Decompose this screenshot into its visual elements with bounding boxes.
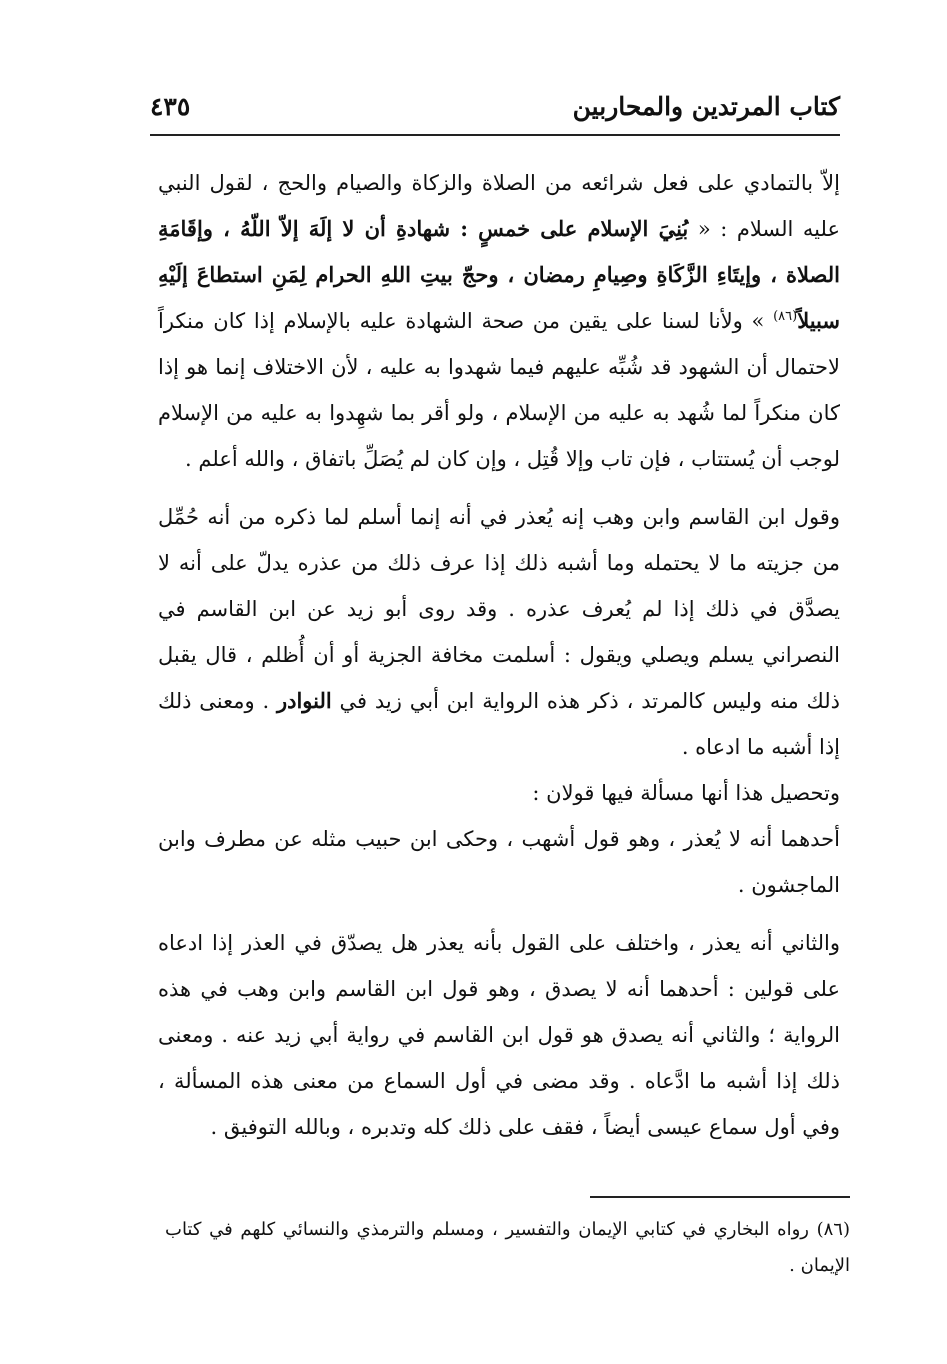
page-header (150, 88, 840, 128)
paragraph-5: والثاني أنه يعذر ، واختلف على القول بأنه يعذر هل يصدّق في العذر إذا ادعاه على قولين : أحدهما أنه لا يصدق ، وهو قول ابن القاسم وابن وهب في هذه الرواية ؛ والثاني أنه يصدق هو قول ابن القاسم في رواية أبي زيد عنه . ومعنى ذلك إذا أشبه ما ادَّعاه . وقد مضى في أول السماع من معنى هذه المسألة ، وفي أول سماع عيسى أيضاً ، فقف على ذلك كله وتدبره ، وبالله التوفيق . (158, 931, 840, 1139)
paragraph-gap (158, 482, 840, 494)
paragraph-2 (158, 494, 840, 770)
hadith-quote: بُنِيَ الإسلام على خمسٍ : شهادةِ أن لا إلَهَ إلاّ اللّهُ ، وإقَامَةِ الصلاة ، وإيتَاءِ الزَّكَاةِ وصِيامِ رمضان ، وحجّ بيتِ اللهِ الحرام لِمَنِ استطاعَ إلَيْهِ سبيلاً (158, 216, 840, 333)
paragraph-gap (158, 908, 840, 920)
paragraph-1-intro: إلاّ بالتمادي على فعل شرائعه من الصلاة والزكاة والصيام والحج ، لقول النبي عليه السلام : « (158, 171, 840, 241)
running-title: كتاب المرتدين والمحاربين (572, 92, 840, 121)
book-title-nawadir: النوادر (276, 688, 332, 713)
paragraph-1 (158, 160, 840, 482)
page-number: ٤٣٥ (150, 92, 191, 121)
paragraph-2-end: . ومعنى ذلك إذا أشبه ما ادعاه . (158, 689, 840, 759)
paragraph-4: أحدهما أنه لا يُعذر ، وهو قول أشهب ، وحكى ابن حبيب مثله عن مطرف وابن الماجشون . (158, 827, 840, 897)
paragraph-1-rest: » ولأنا لسنا على يقين من صحة الشهادة عليه بالإسلام إذا كان منكراً لاحتمال أن الشهود قد شُبِّه عليهم فيما شهدوا به عليه ، لأن الاختلاف إنما هو إذا كان منكراً لما شُهد به عليه من الإسلام ، ولو أقر بما شهِدوا به عليه من الإسلام لوجب أن يُستتاب ، فإن تاب وإلا قُتِل ، وإن كان لم يُصَلِّ باتفاق ، والله أعلم . (158, 309, 840, 471)
footnote-rule (590, 1196, 850, 1198)
header-rule (150, 134, 840, 136)
footnote (165, 1212, 850, 1284)
paragraph-3: وتحصيل هذا أنها مسألة فيها قولان : (532, 781, 840, 805)
main-text (158, 160, 840, 1150)
footnote-reference: (٨٦) (773, 309, 798, 324)
footnote-86: (٨٦) رواه البخاري في كتابي الإيمان والتفسير ، ومسلم والترمذي والنسائي كلهم في كتاب الإيمان . (165, 1219, 850, 1276)
paragraph-2-start: وقول ابن القاسم وابن وهب إنه يُعذر في أنه إنما أسلم لما ذكره من أنه حُمِّل من جزيته ما لا يحتمله وما أشبه ذلك إذا عرف ذلك من عذره يدلّ على أنه لا يصدَّق في ذلك إذا لم يُعرف عذره . وقد روى أبو زيد عن ابن القاسم في النصراني يسلم ويصلي ويقول : أسلمت مخافة الجزية أو أن أُظلم ، قال يقبل ذلك منه وليس كالمرتد ، ذكر هذه الرواية ابن أبي زيد في (158, 505, 840, 713)
